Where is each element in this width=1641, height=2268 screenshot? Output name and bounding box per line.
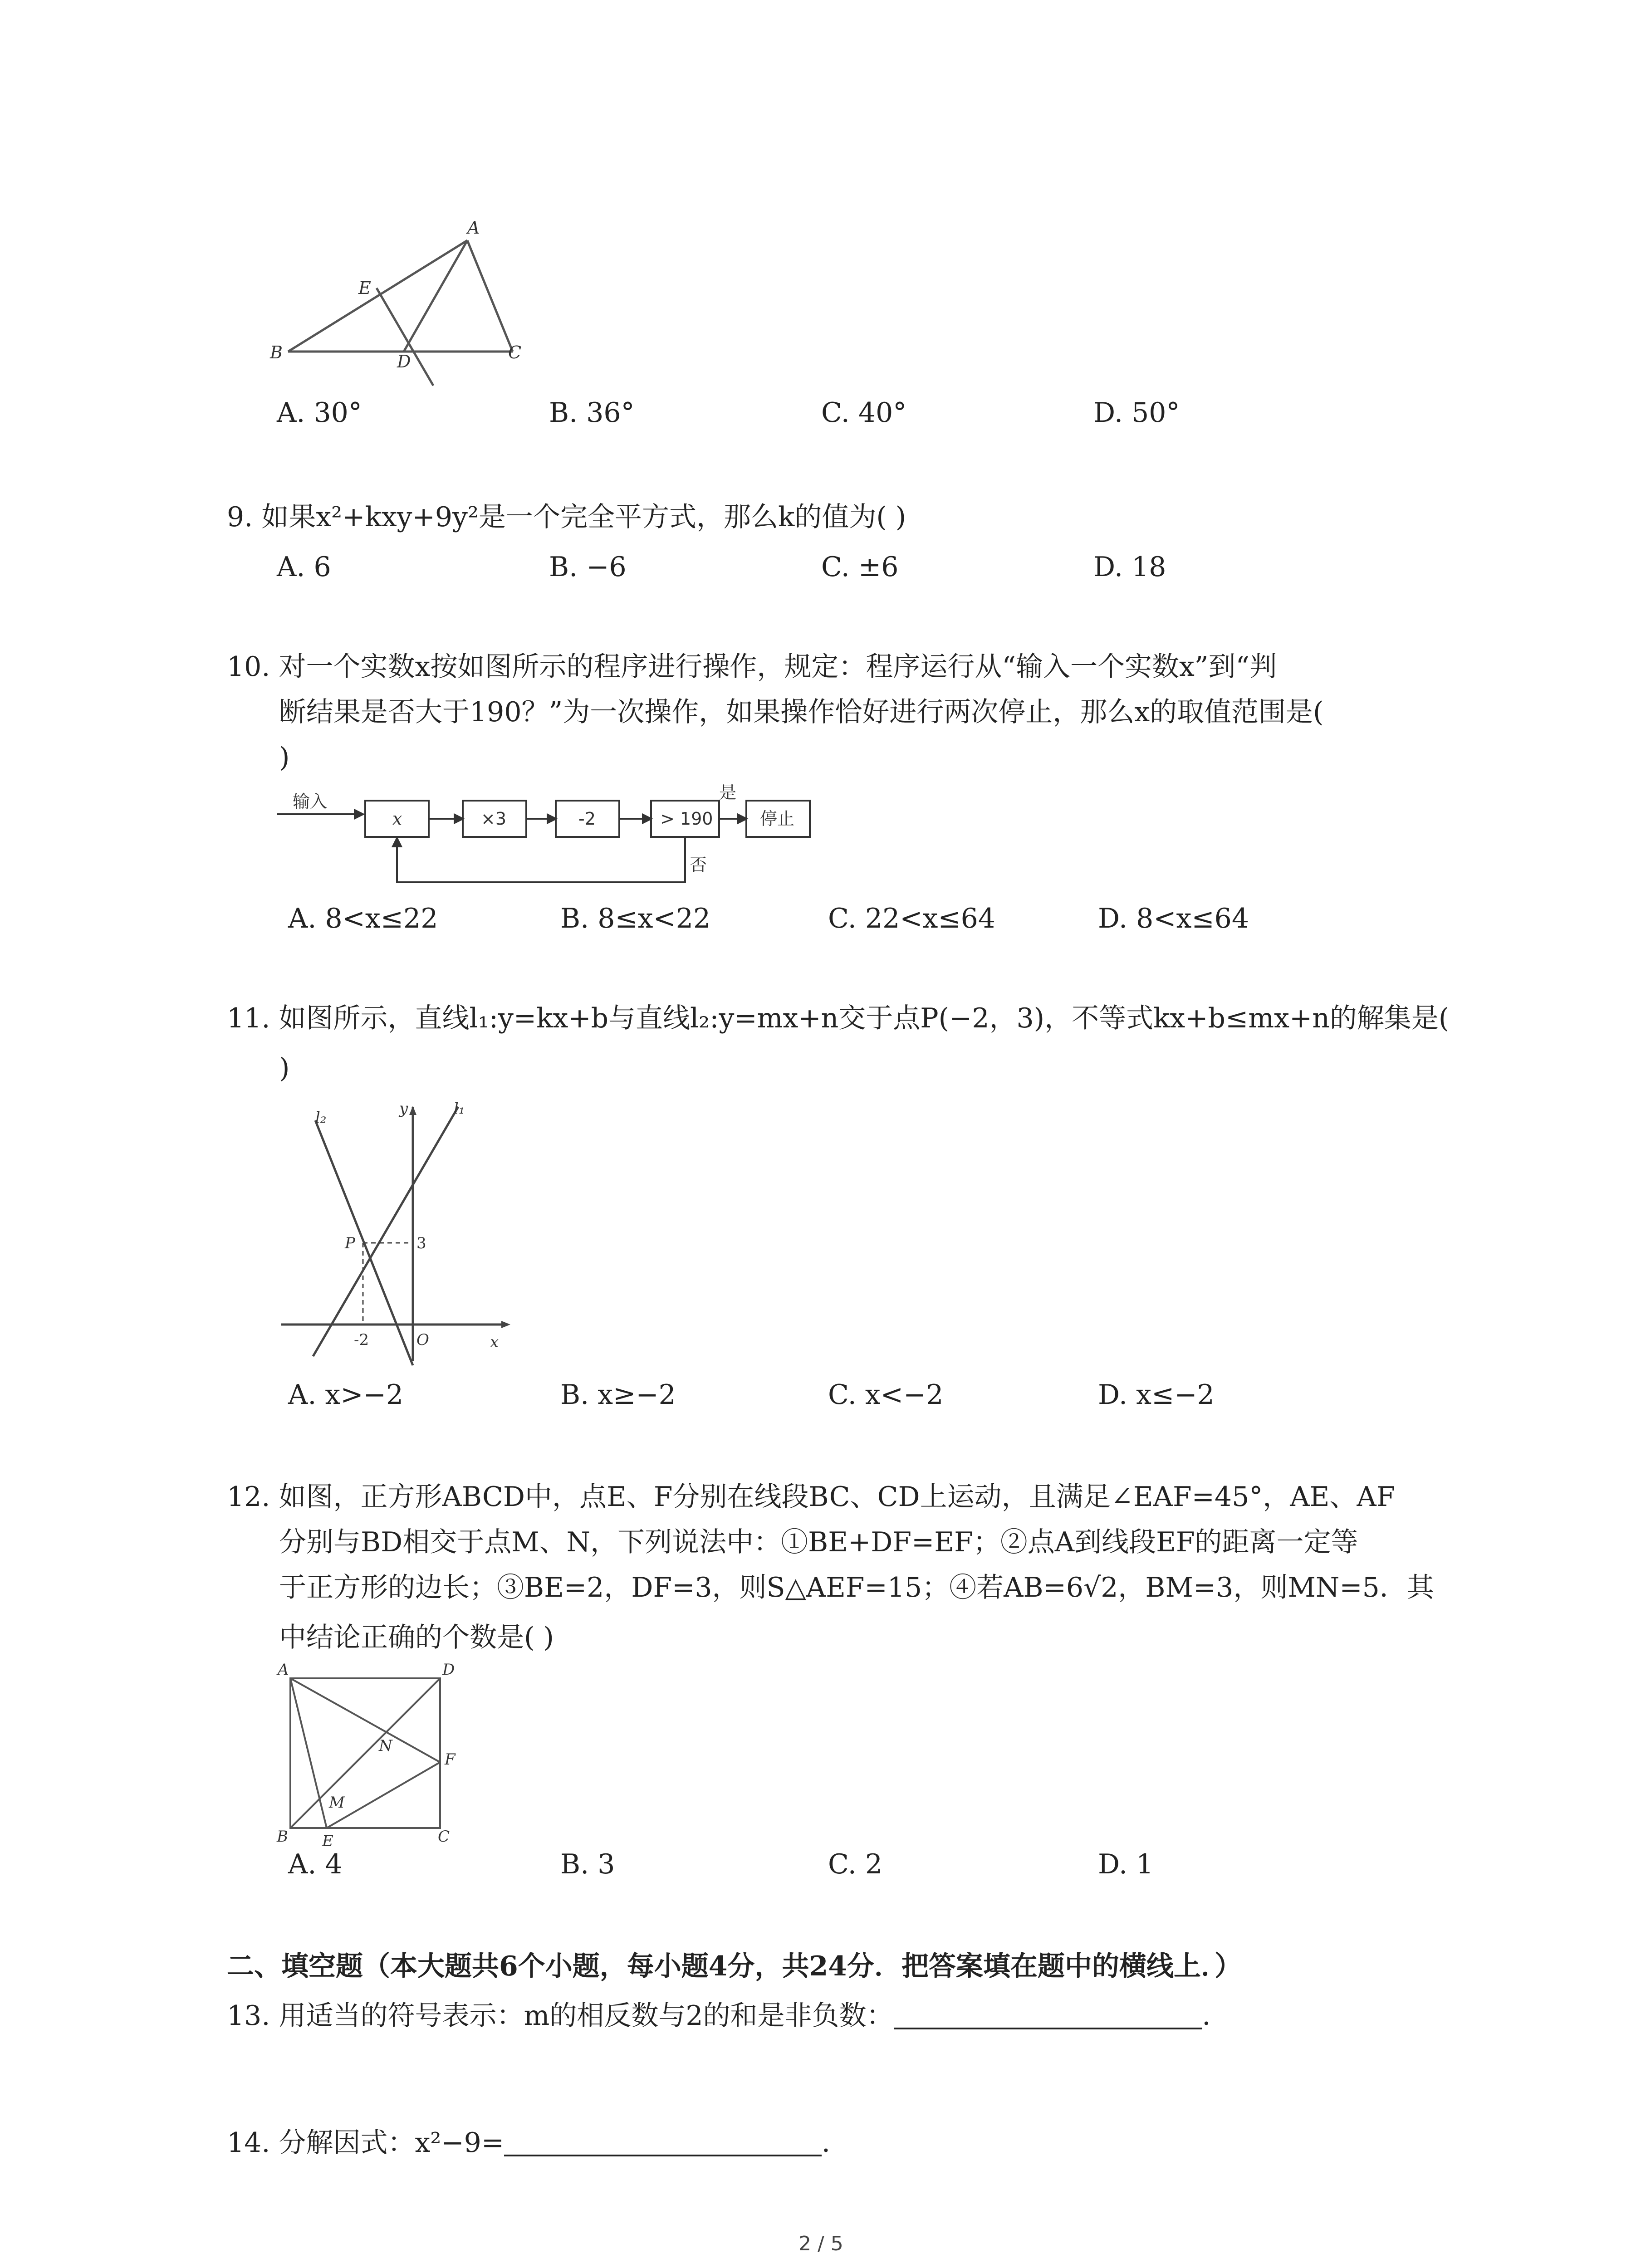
q12-option-c[interactable]: C. 2 <box>828 1848 883 1880</box>
q12-question-line3: 于正方形的边长；③BE=2，DF=3，则S△AEF=15；④若AB=6√2，BM=3，则MN=5．其 <box>279 1572 1434 1603</box>
q10-question-line1: 10. 对一个实数x按如图所示的程序进行操作，规定：程序运行从“输入一个实数x”到“判 <box>227 651 1277 683</box>
q9-question: 9. 如果x²+kxy+9y²是一个完全平方式，那么k的值为( ) <box>227 501 906 533</box>
flow-stop-label: 停止 <box>760 809 795 829</box>
q11-question-line2: ) <box>279 1052 290 1084</box>
q8-triangle-figure <box>268 213 540 395</box>
q10-option-c[interactable]: C. 22<x≤64 <box>828 903 995 934</box>
flow-arrowhead-2 <box>455 815 463 823</box>
q13-question-text: 13. 用适当的符号表示：m的相反数与2的和是非负数： <box>227 2000 894 2032</box>
q8-option-a[interactable]: A. 30° <box>277 397 362 429</box>
flow-arrowhead-1 <box>355 810 363 818</box>
section2-heading: 二、填空题（本大题共6个小题，每小题4分，共24分．把答案填在题中的横线上．） <box>227 1950 1242 1982</box>
flow-arrowhead-4 <box>643 815 651 823</box>
flow-input-label: 输入 <box>293 792 328 811</box>
q10-question-line2: 断结果是否大于190？”为一次操作，如果操作恰好进行两次停止，那么x的取值范围是( <box>279 696 1324 728</box>
q13-answer-blank[interactable] <box>894 2000 1202 2029</box>
q11-label-o: O <box>416 1331 429 1349</box>
q12-label-e: E <box>322 1832 333 1850</box>
q9-option-b[interactable]: B. −6 <box>549 551 627 583</box>
flow-arrowhead-yes <box>738 815 746 823</box>
q10-option-d[interactable]: D. 8<x≤64 <box>1098 903 1249 934</box>
q9-option-c[interactable]: C. ±6 <box>821 551 899 583</box>
q11-y-arrowhead <box>409 1106 416 1115</box>
q12-question-line2: 分别与BD相交于点M、N，下列说法中：①BE+DF=EF；②点A到线段EF的距离一定等 <box>279 1526 1358 1558</box>
q11-option-a[interactable]: A. x>−2 <box>288 1379 404 1411</box>
q12-label-n: N <box>379 1737 392 1755</box>
q11-label-y: y <box>399 1100 408 1118</box>
q12-option-d[interactable]: D. 1 <box>1098 1848 1154 1880</box>
flow-arrowhead-3 <box>548 815 556 823</box>
q8-option-d[interactable]: D. 50° <box>1093 397 1180 429</box>
q8-label-e: E <box>358 278 371 298</box>
q11-option-b[interactable]: B. x≥−2 <box>560 1379 676 1411</box>
q12-option-a[interactable]: A. 4 <box>288 1848 343 1880</box>
flow-box-times3-label: ×3 <box>481 809 507 829</box>
flow-box-x-label: x <box>392 809 402 829</box>
q11-label-l1: l₁ <box>454 1100 465 1118</box>
flow-no-label: 否 <box>690 855 707 875</box>
q8-label-d: D <box>397 352 411 371</box>
q11-label-p: P <box>345 1234 355 1252</box>
q12-option-b[interactable]: B. 3 <box>560 1848 615 1880</box>
q12-line-af <box>290 1678 440 1762</box>
q12-label-c: C <box>438 1828 450 1846</box>
page-number: 2 / 5 <box>798 2232 843 2255</box>
q12-label-d: D <box>442 1661 455 1679</box>
q12-label-f: F <box>445 1750 456 1769</box>
q10-question-line3: ) <box>279 742 290 773</box>
q11-label-l2: l₂ <box>315 1109 327 1127</box>
q8-label-b: B <box>270 342 283 362</box>
q11-label-3: 3 <box>416 1234 426 1252</box>
q14-answer-blank[interactable] <box>504 2127 822 2156</box>
q12-label-b: B <box>277 1828 288 1846</box>
q14-question-end: ． <box>822 2127 849 2159</box>
q11-coordinate-figure <box>272 1093 526 1374</box>
q8-option-b[interactable]: B. 36° <box>549 397 635 429</box>
flow-box-minus2-label: -2 <box>578 809 596 829</box>
q8-label-c: C <box>508 342 522 362</box>
q8-line-ac <box>467 240 513 352</box>
flow-loop-arrow <box>397 837 685 882</box>
q11-question-line1: 11. 如图所示，直线l₁:y=kx+b与直线l₂:y=mx+n交于点P(−2，3)，不等式kx+b≤mx+n的解集是( <box>227 1002 1450 1034</box>
q11-label-x: x <box>490 1333 499 1351</box>
q9-option-d[interactable]: D. 18 <box>1093 551 1166 583</box>
q14-question-text: 14. 分解因式：x²−9= <box>227 2127 505 2159</box>
q8-line-ba <box>288 240 467 352</box>
q8-label-a: A <box>467 218 480 238</box>
q11-option-c[interactable]: C. x<−2 <box>828 1379 944 1411</box>
q11-option-d[interactable]: D. x≤−2 <box>1098 1379 1215 1411</box>
q11-x-arrowhead <box>501 1321 510 1328</box>
q12-square-figure <box>268 1660 481 1851</box>
q10-flowchart <box>277 780 821 898</box>
q8-line-ad <box>404 240 467 352</box>
q10-option-a[interactable]: A. 8<x≤22 <box>288 903 438 934</box>
q13-question-end: ． <box>1202 2000 1230 2032</box>
q8-option-c[interactable]: C. 40° <box>821 397 907 429</box>
q11-line-l1 <box>313 1107 458 1356</box>
q12-line-ae <box>290 1678 327 1828</box>
q12-question-line1: 12. 如图，正方形ABCD中，点E、F分别在线段BC、CD上运动，且满足∠EAF=45°，AE、AF <box>227 1481 1396 1513</box>
q11-label-neg2: -2 <box>354 1331 369 1349</box>
q13-question <box>227 2000 1230 2032</box>
q9-option-a[interactable]: A. 6 <box>277 551 331 583</box>
q12-label-m: M <box>329 1794 345 1812</box>
flow-box-compare-label: > 190 <box>660 809 713 829</box>
flow-arrowhead-loop <box>393 838 401 846</box>
q14-question <box>227 2127 849 2159</box>
q12-question-line4: 中结论正确的个数是( ) <box>279 1622 554 1653</box>
flow-yes-label: 是 <box>719 782 737 802</box>
q10-option-b[interactable]: B. 8≤x<22 <box>560 903 711 934</box>
q12-label-a: A <box>278 1661 289 1679</box>
